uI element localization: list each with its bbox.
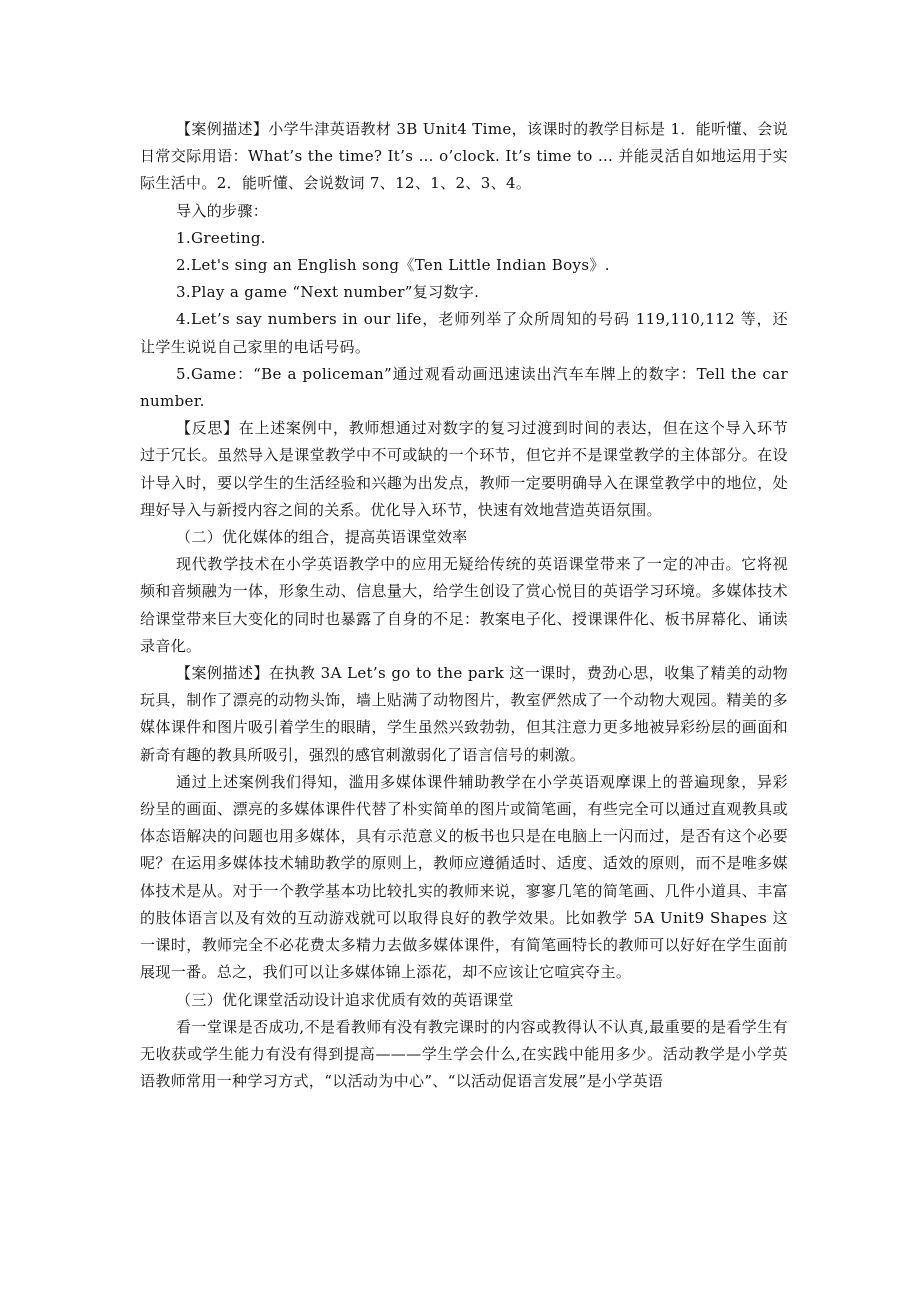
paragraph-activities: 看一堂课是否成功,不是看教师有没有教完课时的内容或教得认不认真,最重要的是看学生有无收获或学生能力有没有得到提高———学生学会什么,在实践中能用多少。活动教学是小学英语教师常用一种学习方式，“以活动为中心”、“以活动促语言发展”是小学英语 xyxy=(140,1017,788,1091)
paragraph-case-description-1: 【案例描述】小学牛津英语教材 3B Unit4 Time，该课时的教学目标是 1．能听懂、会说日常交际用语：What’s the time? It’s … o’clock. It’s time to … 并能灵活自如地运用于实际生活中。2．能听懂、会说数词 7、12、1、2、3、4。 xyxy=(140,120,788,193)
paragraph-reflection: 【反思】在上述案例中，教师想通过对数字的复习过渡到时间的表达，但在这个导入环节过于冗长。虽然导入是课堂教学中不可或缺的一个环节，但它并不是课堂教学的主体部分。在设计导入时，要以学生的生活经验和兴趣为出发点，教师一定要明确导入在课堂教学中的地位，处理好导入与新授内容之间的关系。优化导入环节，快速有效地营造英语氛围。 xyxy=(140,419,788,519)
paragraph-step-4: 4.Let’s say numbers in our life，老师列举了众所周知的号码 119,110,112 等，还让学生说说自己家里的电话号码。 xyxy=(140,310,788,356)
paragraph-media-analysis: 通过上述案例我们得知，滥用多媒体课件辅助教学在小学英语观摩课上的普遍现象，异彩纷呈的画面、漂亮的多媒体课件代替了朴实简单的图片或简笔画，有些完全可以通过直观教具或体态语解决的问题也用多媒体，具有示范意义的板书也只是在电脑上一闪而过，是否有这个必要呢？在运用多媒体技术辅助教学的原则上，教师应遵循适时、适度、适效的原则，而不是唯多媒体技术是从。对于一个教学基本功比较扎实的教师来说，寥寥几笔的简笔画、几件小道具、丰富的肢体语言以及有效的互动游戏就可以取得良好的教学效果。比如教学 5A Unit9 Shapes 这一课时，教师完全不必花费太多精力去做多媒体课件，有简笔画特长的教师可以好好在学生面前展现一番。总之，我们可以让多媒体锦上添花，却不应该让它喧宾夺主。 xyxy=(140,772,788,982)
section-heading-activities: （三）优化课堂活动设计追求优质有效的英语课堂 xyxy=(176,990,514,1009)
paragraph-step-3: 3.Play a game “Next number”复习数字. xyxy=(176,283,480,302)
paragraph-intro-steps-heading: 导入的步骤： xyxy=(176,201,269,220)
paragraph-media-intro: 现代教学技术在小学英语教学中的应用无疑给传统的英语课堂带来了一定的冲击。它将视频和音频融为一体，形象生动、信息量大，给学生创设了赏心悦目的英语学习环境。多媒体技术给课堂带来巨大变化的同时也暴露了自身的不足：教案电子化、授课课件化、板书屏幕化、诵读录音化。 xyxy=(140,555,788,655)
document-body xyxy=(140,116,788,1095)
paragraph-case-description-2: 【案例描述】在执教 3A Let’s go to the park 这一课时，费劲心思，收集了精美的动物玩具，制作了漂亮的动物头饰，墙上贴满了动物图片，教室俨然成了一个动物大观园。精美的多媒体课件和图片吸引着学生的眼睛，学生虽然兴致勃勃，但其注意力更多地被异彩纷层的画面和新奇有趣的教具所吸引，强烈的感官刺激弱化了语言信号的刺激。 xyxy=(140,664,788,764)
paragraph-step-1: 1.Greeting. xyxy=(176,228,266,247)
paragraph-step-5: 5.Game：“Be a policeman”通过观看动画迅速读出汽车车牌上的数字：Tell the car number. xyxy=(140,364,788,411)
paragraph-step-2: 2.Let's sing an English song《Ten Little Indian Boys》. xyxy=(176,256,610,275)
section-heading-media: （二）优化媒体的组合，提高英语课堂效率 xyxy=(176,528,468,547)
